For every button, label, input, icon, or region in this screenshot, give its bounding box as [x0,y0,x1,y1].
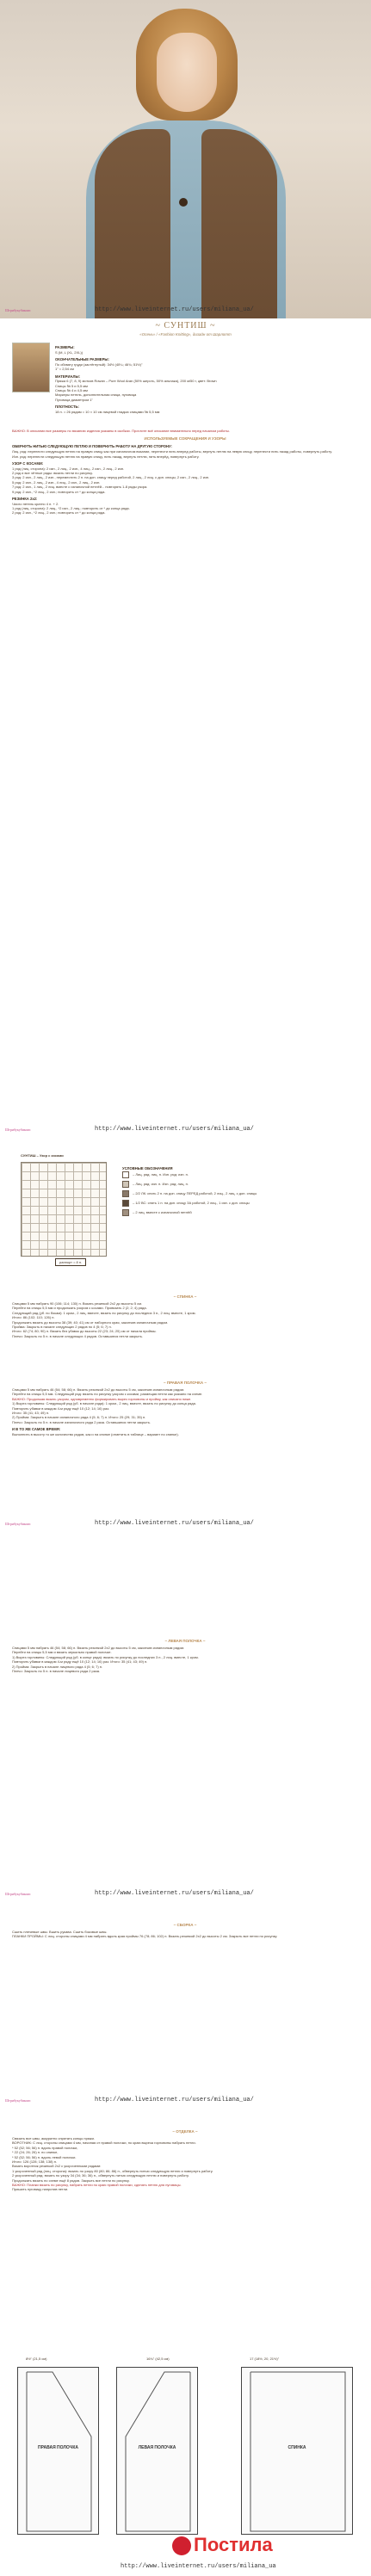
back-text: Перейти на спицы 5,5 мм и продолжать узором с косами. Провязать 2 (2; 2; 4) ряда. [12,1306,147,1311]
wrap-text-1: Лиц. ряд: перенести следующую петлю на правую спицу как при изнаночном вязании, перенести нить вперед работы, вернуть петлю на левую спицу, перенести нить назад работы, повернуть работу. [12,449,332,454]
dim-top: 16¾" (42,5 см) [146,2357,170,2361]
cable-row-5: 5 ряд: 2 изн., 2 лиц., 2 изн., 4 лиц., 2 изн., 2 лиц., 2 изн. [12,479,101,485]
cable-row-9: 9 ряд: 2 изн., *2 лиц., 2 изн.; повторить от * до конца ряда. [12,489,106,494]
fin-text: * 52 (52; 56; 56) п. вдоль правой полочки, [12,2145,78,2150]
cable-chart [12,1153,358,1274]
fin-important: ВАЖНО: Планки вязать по рисунку, набрать петли по краю правой полочки, сделать петлю для пуговицы. [12,2182,182,2187]
left-front-heading: ~ ЛЕВАЯ ПОЛОЧКА ~ [164,1639,206,1643]
url-watermark: http://www.liveinternet.ru/users/miliana_ua/ [95,2097,254,2103]
cable-row-2: 2 ряд и все чётные ряды: вязать петли по рисунку. [12,470,93,475]
url-watermark: http://www.liveinternet.ru/users/miliana_ua/ [95,1520,254,1527]
pin-logo: Постила [172,2532,273,2558]
legend-item [122,1209,355,1216]
watermark-small: Штрибукубикомс [5,2098,31,2103]
right-front-heading: ~ ПРАВАЯ ПОЛОЧКА ~ [163,1381,207,1385]
legend-item [122,1171,355,1178]
legend-text: – Лиц. ряд: лиц. п. Изн. ряд: изн. п. [133,1171,189,1177]
pin-icon [172,2536,191,2555]
rf-text: 2) Пройма: Закрыть в начале изнаночного ряда 4 (5; 6; 7) п. Итого: 25 (29; 31; 35) п. [12,1415,146,1420]
abbr-section [12,429,358,516]
schematic-outline [242,2368,354,2536]
repeat-label: раппорт = 8 п. [55,1258,86,1266]
title-block [0,320,371,337]
schematic-label: СПИНКА [288,2445,306,2450]
gauge-text: 18 п. = 26 рядам = 10 × 10 см лицевой гладью спицами № 5,5 мм [55,409,160,414]
intro-section [55,343,358,414]
legend-item [122,1181,355,1188]
photo-face [157,33,217,112]
schematic-label: ПРАВАЯ ПОЛОЧКА [38,2445,78,2450]
materials-needles-2: Спицы № 4 и 4,5 мм [55,387,88,392]
back-heading: ~ СПИНКА ~ [173,1294,197,1299]
back-text: Итого: 62 (74; 80; 90) п. Вязать без убавок до высоты 22 (23; 24; 25) см от начала проймы. [12,1329,157,1334]
legend-text: – Лиц. ряд: изн. п. Изн. ряд: лиц. п. [133,1181,189,1186]
back-text: Плечи: Закрыть по 5 п. в начале следующих 4 рядов. Оставшиеся петли закрыть. [12,1333,143,1338]
doc-subtitle: «Осень» / «Fashion Knitting», дизайн от Шарлотт [139,331,232,337]
fin-text: Пришить пуговицу напротив петли. [12,2187,69,2192]
url-watermark: http://www.liveinternet.ru/users/miliana_ua/ [95,306,254,313]
cable-left-icon [122,1190,129,1197]
dim-top: 8½" (21,5 см) [26,2357,47,2361]
asm-text: ПЛАНКИ ПРОЙМЫ: С лиц. стороны спицами 4 мм набрать вдоль края проймы 76 (78; 86; 102) п. Вязать резинкой 2х2 до высоты 2 см. Закрыть все петли по рисунку. [12,1934,278,1939]
materials-yarn: Пряжа 6 (7, 8, 9) мотков Rowan – Pure Wool Aran (50% шерсть, 50% альпака), 200 м/50 г, цвет: Brown [55,379,217,384]
schematic-left-front [116,2367,198,2535]
cable-row-1: 1 ряд (лиц. сторона): 2 изн., 2 лиц., 2 изн., 4 лиц., 2 изн., 2 лиц., 2 изн. [12,466,125,471]
lf-text: Повторять убавки в каждом 4-м ряду ещё 10 (12; 14; 16) раз. Итого: 35 (41; 43; 49) п. [12,1659,148,1665]
back-section [12,1291,358,1338]
fin-text: Вязать воротник резинкой 2х2 с укороченными рядами: [12,2164,102,2169]
watermark-small: Штрибукубикомс [5,308,31,312]
rf-text: Перейти на спицы 5,5 мм. Следующий ряд: вязать по рисунку узором с косами, размещая петли как указано на схеме. [12,1392,203,1397]
url-watermark: http://www.liveinternet.ru/users/miliana_ua/ [95,1126,254,1133]
back-text: Пройма: Закрыть в начале следующих 2 рядов по 4 (5; 6; 7) п. [12,1325,112,1330]
fin-text: Связать все швы, аккуратно спрятать концы пряжи. [12,2136,95,2141]
cable-heading: УЗОР С КОСАМИ: [12,460,44,466]
important-note: ВАЖНО: В описании все размеры по вязанию изделия указаны в скобках. Прочтите всё описание внимательно перед началом работы. [12,429,230,433]
model-photo [0,0,371,318]
url-watermark: http://www.liveinternet.ru/users/miliana_ua/ [95,1890,254,1897]
wrap-text-2: Изн. ряд: перенести следующую петлю на правую спицу, нить назад, вернуть петлю, нить вперёд, повернуть работу. [12,454,200,459]
asm-text: Сшить плечевые швы. Вшить рукава. Сшить боковые швы. [12,1930,108,1935]
legend-item [122,1200,355,1207]
dim-top: 17 (18½, 20, 21½)" [250,2357,280,2361]
assembly-section [12,1919,358,1939]
photo-vest-left [95,129,170,318]
rib-heading: РЕЗИНКА 2х2: [12,496,38,501]
rib-text-3: 2 ряд: 2 изн., *2 лиц., 2 изн.; повторить от * до конца ряда. [12,510,106,516]
purl-symbol-icon [122,1181,129,1188]
rib-text-2: 1 ряд (лиц. сторона): 2 лиц., *2 изн., 2 лиц.; повторить от * до конца ряда. [12,505,130,510]
same-time-text: Выполнить в высоту то же количество рядов, как и на спинке (отметить в таблице – вариант по спинке). [12,1431,179,1436]
chart-legend [122,1164,355,1219]
schematic-back [241,2367,353,2535]
fin-text: * 22 (24; 26; 26) п. по спинке, [12,2150,59,2155]
cable-row-7: 7 ряд: 2 изн., 1 лиц., 2 лиц. вместе с изнаночной петлёй... повторять 1-8 ряды узора. [12,485,148,490]
legend-text: – 2/2 ЛК: снять 2 п. на доп. спицу ПЕРЕД работой, 2 лиц., 2 лиц. с доп. спицы [133,1190,257,1195]
watermark-small: Штрибукубикомс [5,1127,31,1132]
schematic-outline [18,2368,100,2536]
wrap-heading: ОБЕРНУТЬ НИТЬЮ СЛЕДУЮЩУЮ ПЕТЛЮ И ПОВЕРНУТЬ РАБОТУ НА ДРУГУЮ СТОРОНУ: [12,444,172,449]
same-time-heading: И В ТО ЖЕ САМОЕ ВРЕМЯ: [12,1427,61,1432]
sizes-heading: РАЗМЕРЫ: [55,345,75,349]
photo-vest-right [201,129,277,318]
materials-notions: Маркеры петель, дополнительная спица, пуговица [55,392,137,398]
schematic-label: ЛЕВАЯ ПОЛОЧКА [138,2445,176,2450]
back-text: Продолжать вязать до высоты 38 (39; 40; 41) см от наборного края, закончив изнаночным рядом. [12,1319,169,1325]
right-front-section [12,1377,358,1436]
knit-symbol-icon [122,1171,129,1178]
lf-text: 1) Вырез горловины: Следующий ряд (уб. в конце ряда): вязать по рисунку до последних 3 п., 2 лиц. вместе, 1 кром. [12,1654,199,1659]
lf-text: Плечо: Закрыть по 5 п. в начале лицевого ряда 2 раза. [12,1669,101,1674]
back-text: Итого: 86 (102; 110; 126) п. [12,1315,55,1320]
lf-text: 2) Пройма: Закрыть в начале лицевого ряда 4 (5; 6; 7) п. [12,1664,103,1669]
photo-button [179,198,188,207]
gauge-heading: ПЛОТНОСТЬ: [55,405,79,410]
lf-text: Спицами 5 мм набрать 46 (54; 58; 66) п. Вязать резинкой 2х2 до высоты 5 см, закончив изнаночным рядом. [12,1646,185,1651]
legend-text: – 1/2 ВС: снять 1 п. на доп. спицу ЗА работой, 2 лиц., 1 изн. с доп. спицы [133,1200,250,1205]
fin-text: Продолжать вязать по схеме ещё 8 рядов. Закрыть все петли по рисунку. [12,2178,130,2183]
abbr-title: ИСПОЛЬЗУЕМЫЕ СОКРАЩЕНИЯ И УЗОРЫ [144,436,226,442]
left-front-section [12,1635,358,1673]
doc-title: ~ СУНТИШ ~ [155,321,216,330]
materials-needles-1: Спицы № 5 и 5,5 мм [55,383,88,388]
chart-title: СУНТИШ – Узор с косами [21,1153,64,1158]
cable-back-icon [122,1200,129,1207]
finished-text: По обхвату груди (застёгнутый): 34½ (40¼; 46¾; 51½)" [55,361,143,367]
legend-title: УСЛОВНЫЕ ОБОЗНАЧЕНИЯ [122,1166,173,1171]
rib-text-1: Число петель кратно 4 п. + 2. [12,501,59,506]
legend-item [122,1190,355,1197]
finished-heading: ОКОНЧАТЕЛЬНЫЕ РАЗМЕРЫ: [55,357,109,362]
fin-text: * 52 (52; 56; 56) п. вдоль левой полочки. [12,2154,77,2159]
rf-text: 1) Вырез горловины: Следующий ряд (уб. в начале ряда): 1 кром., 2 лиц. вместе, вязать по рисунку до конца ряда. [12,1401,196,1406]
rf-text: Итого: 35 (41; 43; 49) п. [12,1411,50,1416]
finishing-section [12,2126,358,2192]
materials-button: Пуговица диаметром 1" [55,397,93,402]
legend-text: – 2 лиц. вместе с изнаночной петлёй [133,1209,192,1214]
schematic-outline [117,2368,199,2536]
footer-url: http://www.liveinternet.ru/users/miliana_ua [121,2563,276,2570]
cable-row-3: 3 ряд: 2 изн., 2 лиц., 2 изн., переместить 2 п. на доп. спицу перед работой, 2 лиц., 2 лиц. с доп. спицы, 2 изн., 2 лиц., 2 изн. [12,475,210,480]
fin-text: Итого: 126 (128; 138; 138) п. [12,2159,58,2165]
k2tog-icon [122,1209,129,1216]
finishing-heading: ~ ОТДЕЛКА ~ [172,2129,198,2134]
thumbnail-photo [12,343,50,392]
lf-text: Перейти на спицы 5,5 мм и вязать зеркально правой полочке. [12,1650,112,1655]
back-text: Спицами 5 мм набрать 90 (106; 114; 130) п. Вязать резинкой 2х2 до высоты 5 см. [12,1301,143,1307]
rf-text: Спицами 5 мм набрать 46 (54; 58; 66) п. Вязать резинкой 2х2 до высоты 5 см, закончив изнаночным рядом. [12,1387,185,1393]
watermark-small: Штрибукубикомс [5,1892,31,1896]
schematic-right-front [17,2367,99,2535]
chart-grid [21,1162,107,1257]
assembly-heading: ~ СБОРКА ~ [173,1923,197,1927]
sizes-text: S (M, L (XL, 2XL)) [55,349,83,355]
fin-text: ВОРОТНИК: С лиц. стороны спицами 4 мм, начиная от правой полочки, по краю выреза горловины набрать петли. [12,2140,196,2146]
back-text: Следующий ряд (уб. по бокам): 1 кром., 2 лиц. вместе, вязать по рисунку до последних 3 п., 2 лиц. вместе, 1 кром. [12,1310,196,1315]
rf-text: Повторять убавки в каждом 4-м ряду ещё 10 (12; 14; 16) раз. [12,1405,110,1411]
watermark-small: Штрибукубикомс [5,1522,31,1526]
materials-heading: МАТЕРИАЛЫ: [55,374,80,379]
rf-important: ВАЖНО: Продолжая вязать узором, одновременно формировать вырез горловины и пройму, как описано ниже. [12,1396,192,1401]
fin-text: 2 укороченный ряд: вязать по узору 34 (34; 36; 36) п., обвернуть нитью следующую петлю и повернуть работу. [12,2173,189,2178]
fin-text: 1 укороченный ряд (лиц. сторона): вязать по узору 80 (80; 86; 86) п., обвернуть нитью следующую петлю и повернуть работу. [12,2168,213,2173]
rf-text: Плечо: Закрыть по 5 п. в начале изнаночного ряда 2 раза. Оставшиеся петли закрыть. [12,1419,151,1424]
inch-conv: 1" = 2,54 см [55,367,74,372]
